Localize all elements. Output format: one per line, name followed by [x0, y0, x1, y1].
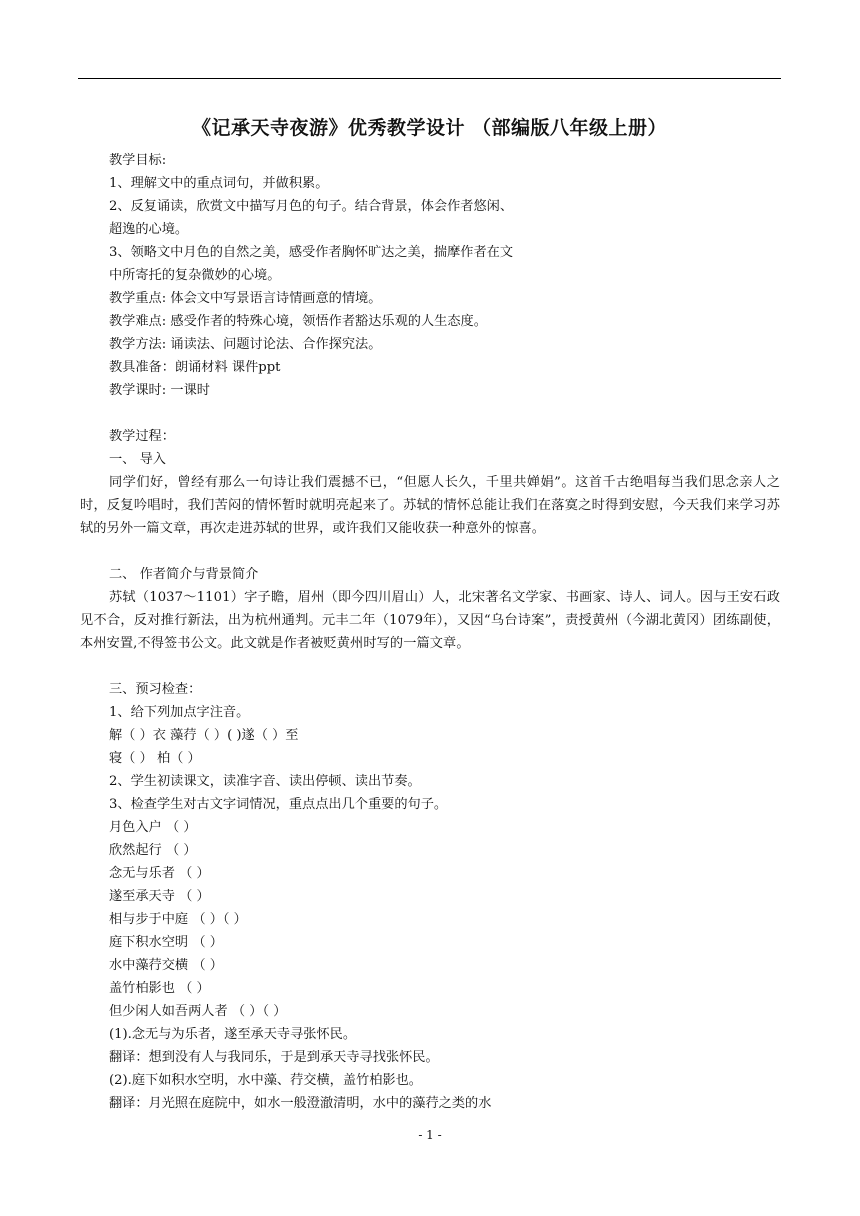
exercise-line: 相与步于中庭 （ ）（ ）	[109, 912, 247, 927]
key-point: 教学重点: 体会文中写景语言诗情画意的情境。	[109, 291, 382, 306]
goal-line: 1、理解文中的重点词句，并做积累。	[109, 176, 329, 191]
header-rule	[78, 78, 781, 79]
intro-text: 同学们好，曾经有那么一句诗让我们震撼不已，“但愿人长久，千里共婵娟”。这首千古绝唱每当我们思念亲人之时，反复吟唱时，我们苦闷的情怀暂时就明亮起来了。苏轼的情怀总能让我们在落寞之时得到安慰，今天我们来学习苏轼的另外一篇文章，再次走进苏轼的世界，或许我们又能收获一种意外的惊喜。	[80, 475, 780, 536]
exercise-line: 翻译：想到没有人与我同乐，于是到承天寺寻找张怀民。	[109, 1050, 439, 1065]
methods: 教学方法: 诵读法、问题讨论法、合作探究法。	[109, 337, 382, 352]
exercise-line: 盖竹柏影也 （ ）	[109, 981, 210, 996]
exercise-line: 欣然起行 （ ）	[109, 843, 197, 858]
exercise-line: 1、给下列加点字注音。	[109, 705, 250, 720]
process-label: 教学过程：	[109, 429, 175, 444]
exercise-line: (1).念无与为乐者，遂至承天寺寻张怀民。	[109, 1027, 357, 1042]
spacer	[80, 655, 780, 678]
exercise-line: 3、检查学生对古文字词情况，重点点出几个重要的句子。	[109, 797, 448, 812]
exercise-line: 解（ ）衣 藻荇（ ）( )遂（ ）至	[109, 728, 299, 743]
class-hours: 教学课时: 一课时	[109, 383, 210, 398]
document-title: 《记承天寺夜游》优秀教学设计 （部编版八年级上册）	[191, 117, 668, 139]
exercise-line: 但少闲人如吾两人者 （ ）（ ）	[109, 1004, 287, 1019]
exercise-line: 翻译：月光照在庭院中，如水一般澄澈清明，水中的藻荇之类的水	[109, 1096, 492, 1111]
document-body	[80, 149, 780, 1115]
author-text: 苏轼（1037～1101）字子瞻，眉州（即今四川眉山）人，北宋著名文学家、书画家、诗人、词人。因与王安石政见不合，反对推行新法，出为杭州通判。元丰二年（1079年），又因“乌台诗案”，责授黄州（今湖北黄冈）团练副使，本州安置,不得签书公文。此文就是作者被贬黄州时写的一篇文章。	[80, 590, 780, 651]
section-heading: 三、预习检查：	[109, 682, 202, 697]
goals-label: 教学目标:	[109, 153, 167, 168]
section-paragraph	[80, 586, 780, 655]
goal-line: 2、反复诵读，欣赏文中描写月色的句子。结合背景，体会作者悠闲、	[109, 199, 514, 214]
section-paragraph	[80, 471, 780, 540]
section-heading: 二、 作者简介与背景简介	[109, 567, 259, 582]
goal-line: 中所寄托的复杂微妙的心境。	[109, 268, 281, 283]
spacer	[80, 540, 780, 563]
exercise-line: (2).庭下如积水空明，水中藻、荇交横，盖竹柏影也。	[109, 1073, 422, 1088]
page-number: - 1 -	[418, 1128, 442, 1142]
exercise-line: 月色入户 （ ）	[109, 820, 197, 835]
spacer	[80, 402, 780, 425]
goal-line: 3、领略文中月色的自然之美，感受作者胸怀旷达之美，揣摩作者在文	[109, 245, 514, 260]
exercise-line: 2、学生初读课文，读准字音、读出停顿、读出节奏。	[109, 774, 421, 789]
exercise-line: 水中藻荇交横 （ ）	[109, 958, 223, 973]
exercise-line: 寝（ ） 柏（ ）	[109, 751, 201, 766]
goal-line: 超逸的心境。	[109, 222, 189, 237]
difficulty: 教学难点: 感受作者的特殊心境，领悟作者豁达乐观的人生态度。	[109, 314, 487, 329]
exercise-line: 庭下积水空明 （ ）	[109, 935, 223, 950]
exercise-line: 遂至承天寺 （ ）	[109, 889, 210, 904]
section-heading: 一、 导入	[109, 452, 166, 467]
materials: 教具准备：朗诵材料 课件ppt	[109, 360, 281, 375]
exercise-line: 念无与乐者 （ ）	[109, 866, 210, 881]
